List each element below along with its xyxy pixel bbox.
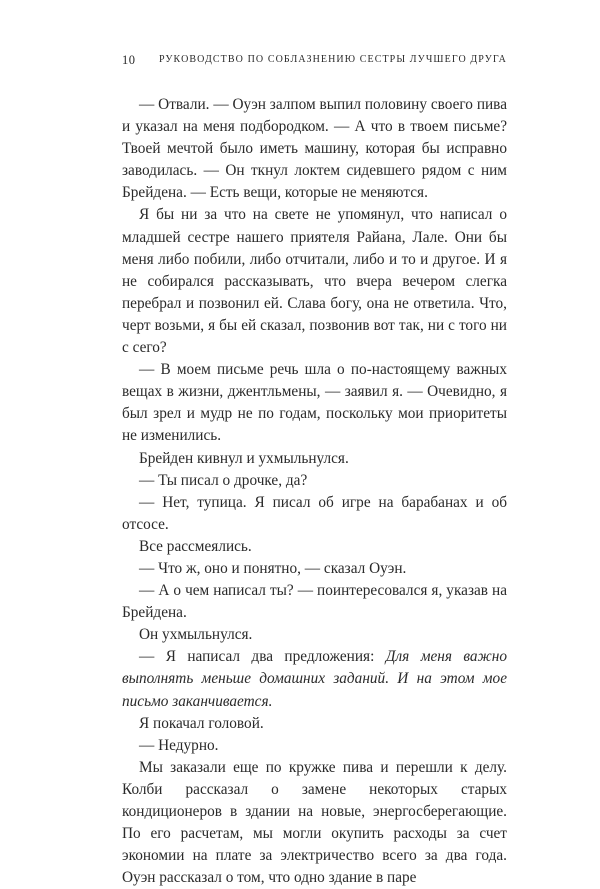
quote-paragraph <box>122 646 507 712</box>
paragraph: Он ухмыльнулся. <box>139 626 253 644</box>
paragraph: — В моем письме речь шла о по-настоящему важных вещах в жизни, джентльмены, — заявил я. — Очевидно, я был зрел и мудр не по годам, поскольку мои приоритеты не изменились. <box>122 361 507 445</box>
page-header <box>122 53 507 69</box>
paragraph: — Ты писал о дрочке, да? <box>139 471 308 489</box>
body-text <box>122 94 507 889</box>
quote-lead: — Я написал два предложения: <box>139 648 386 666</box>
paragraph: Все рассмеялись. <box>139 537 252 555</box>
paragraph: Я покачал головой. <box>139 714 264 732</box>
paragraph: — А о чем написал ты? — поинтересовался я, указав на Брейдена. <box>122 582 507 622</box>
paragraph: Мы заказали еще по кружке пива и перешли к делу. Колби рассказал о замене некоторых старых кондиционеров в здании на новые, энергосберегающие. По его расчетам, мы могли окупить расходы за счет экономии на плате за электричество всего за два года. Оуэн рассказал о том, что одно здание в паре <box>122 758 507 887</box>
paragraph: — Недурно. <box>139 736 219 754</box>
running-title: РУКОВОДСТВО ПО СОБЛАЗНЕНИЮ СЕСТРЫ ЛУЧШЕГО ДРУГА <box>158 54 507 65</box>
paragraph: — Отвали. — Оуэн залпом выпил половину своего пива и указал на меня подбородком. — А что в твоем письме? Твоей мечтой было иметь машину, которая бы исправно заводилась. — Он ткнул локтем сидевшего рядом с ним Брейдена. — Есть вещи, которые не меняются. <box>122 96 507 202</box>
paragraph: Я бы ни за что на свете не упомянул, что написал о младшей сестре нашего приятеля Райана, Лале. Они бы меня либо побили, либо отчитали, либо и то и другое. И я не собирался рассказывать, что вчера вечером слегка перебрал и позвонил ей. Слава богу, она не ответила. Что, черт возьми, я бы ей сказал, позвонив вот так, ни с того ни с сего? <box>122 206 507 357</box>
quote-italic: Для меня важно выполнять меньше домашних заданий. И на этом мое письмо заканчивается. <box>122 648 508 710</box>
paragraph: — Что ж, оно и понятно, — сказал Оуэн. <box>139 559 407 577</box>
paragraph: — Нет, тупица. Я писал об игре на барабанах и об отсосе. <box>122 493 507 533</box>
page-number: 10 <box>122 53 136 67</box>
paragraph: Брейден кивнул и ухмыльнулся. <box>139 449 349 467</box>
